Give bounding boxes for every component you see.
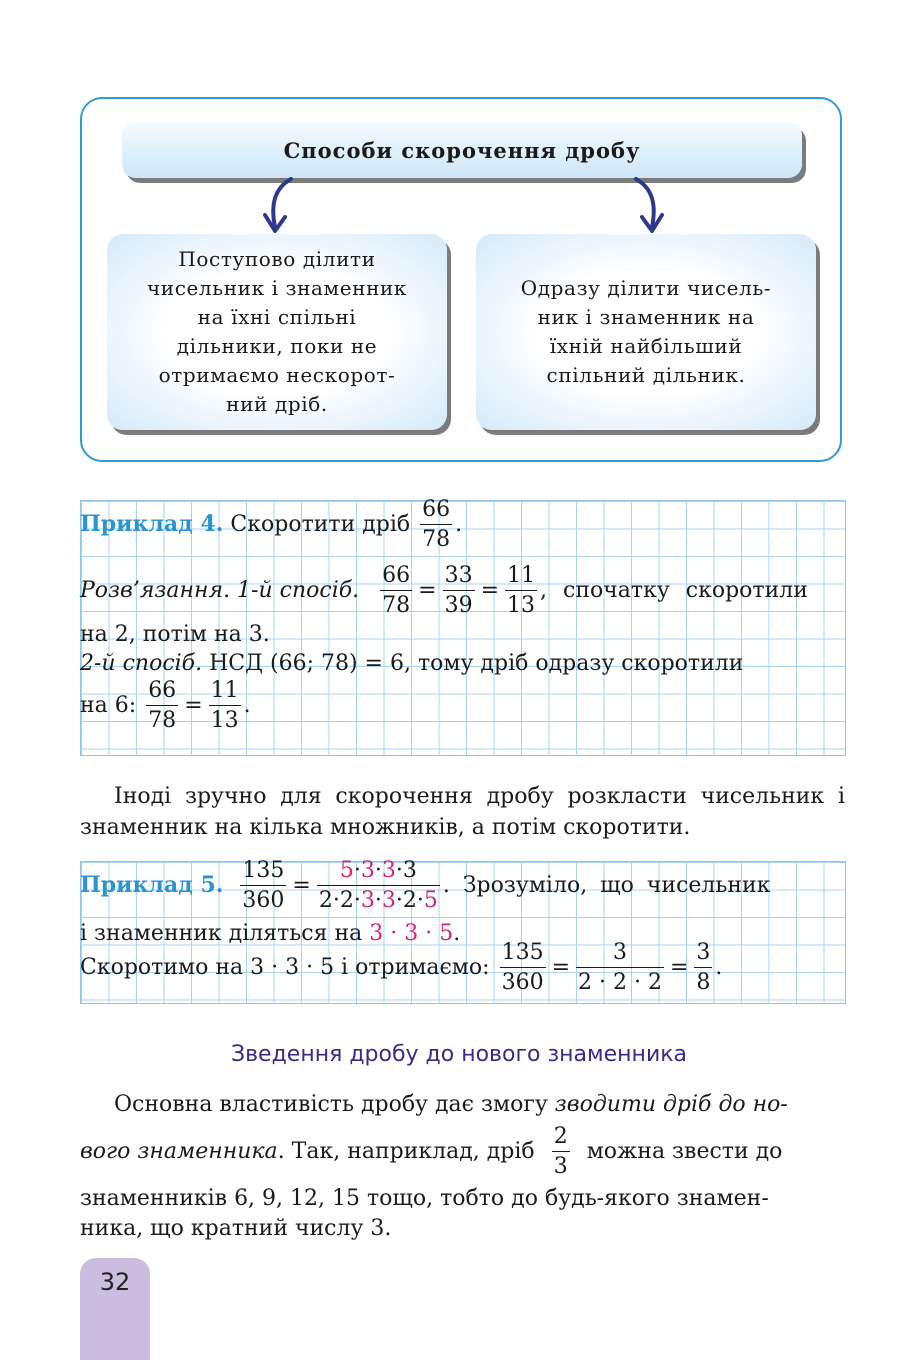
box-line: спільний дільник. bbox=[546, 363, 746, 387]
box-line: Одразу ділити чисель- bbox=[520, 276, 772, 300]
example-5-line1: Приклад 5. $\frac{135}{360}$ = $\frac{5\cdot 3\cdot 3\cdot 3}{2\cdot 2\cdot 3\cdot 3\cdot 2\cdot 5}$ . Зрозуміло, що чисельник bbox=[80, 858, 771, 914]
page-number: 32 bbox=[80, 1258, 150, 1360]
body-line-3: знаменників 6, 9, 12, 15 тощо, тобто до будь-якого знамен- bbox=[80, 1186, 769, 1211]
arrow-right-icon bbox=[622, 175, 672, 237]
example-4-solution: Розв’язання. 1-й спосіб. $\frac{66}{78}$ = $\frac{33}{39}$ = $\frac{11}{13}$ , спочатку скоротили bbox=[80, 563, 808, 619]
box-line: на їхні спільні bbox=[197, 305, 357, 329]
body-line-2: вого знаменника. Так, наприклад, дріб $\frac{2}{3}$ можна звести до bbox=[80, 1124, 783, 1180]
example-4-line4: на 6: $\frac{66}{78}$ = $\frac{11}{13}$ . bbox=[80, 678, 251, 734]
fraction: $\frac{11}{13}$ bbox=[210, 678, 239, 734]
fraction: $\frac{135}{360}$ bbox=[242, 858, 285, 914]
arrow-left-icon bbox=[255, 175, 305, 237]
example-4-label: Приклад 4. bbox=[80, 510, 224, 537]
box-line: ник і знаменник на bbox=[537, 305, 755, 329]
box-line: Поступово ділити bbox=[178, 247, 376, 271]
body-line-1: Основна властивість дробу дає змогу зводити дріб до но- bbox=[114, 1092, 788, 1117]
example-4-line2: на 2, потім на 3. bbox=[80, 622, 270, 647]
fraction: $\frac{66}{78}$ bbox=[422, 497, 451, 553]
fraction: $\frac{66}{78}$ bbox=[382, 563, 411, 619]
section-heading: Зведення дробу до нового знаменника bbox=[230, 1042, 688, 1067]
box-line: отримаємо нескорот- bbox=[158, 363, 396, 387]
method-gradual-box bbox=[107, 234, 447, 430]
intro-paragraph: Іноді зручно для скорочення дробу розкласти чисельник і знаменник на кілька множників, а потім скоротити. bbox=[80, 784, 845, 840]
example-5-line2: і знаменник діляться на 3 · 3 · 5. bbox=[80, 921, 461, 946]
factor-fraction: $\frac{5\cdot 3\cdot 3\cdot 3}{2\cdot 2\cdot 3\cdot 3\cdot 2\cdot 5}$ bbox=[318, 858, 438, 914]
box-line: чисельник і знаменник bbox=[146, 276, 408, 300]
example-4-method2: 2-й спосіб. НСД (66; 78) = 6, тому дріб одразу скоротили bbox=[80, 651, 744, 676]
scheme-title: Способи скорочення дробу bbox=[122, 122, 802, 178]
example-5-line3: Скоротимо на 3 · 3 · 5 і отримаємо: $\frac{135}{360}$ = $\frac{3}{2 \cdot 2 \cdot 2}$ = $\frac{3}{8}$ . bbox=[80, 940, 723, 996]
example-4-task: Приклад 4. Скоротити дріб $\frac{66}{78}$ . bbox=[80, 497, 463, 553]
fraction: $\frac{11}{13}$ bbox=[507, 563, 536, 619]
fraction: $\frac{135}{360}$ bbox=[501, 940, 544, 996]
box-line: дільники, поки не bbox=[176, 334, 378, 358]
fraction: $\frac{66}{78}$ bbox=[148, 678, 177, 734]
box-line: їхній найбільший bbox=[549, 334, 743, 358]
fraction: $\frac{2}{3}$ bbox=[553, 1124, 568, 1180]
fraction: $\frac{3}{8}$ bbox=[696, 940, 711, 996]
fraction: $\frac{33}{39}$ bbox=[444, 563, 473, 619]
body-line-4: ника, що кратний числу 3. bbox=[80, 1216, 392, 1241]
fraction: $\frac{3}{2 \cdot 2 \cdot 2}$ bbox=[578, 940, 662, 996]
method-gcd-box bbox=[476, 234, 816, 430]
example-5-label: Приклад 5. bbox=[80, 871, 224, 898]
box-line: ний дріб. bbox=[226, 392, 328, 416]
